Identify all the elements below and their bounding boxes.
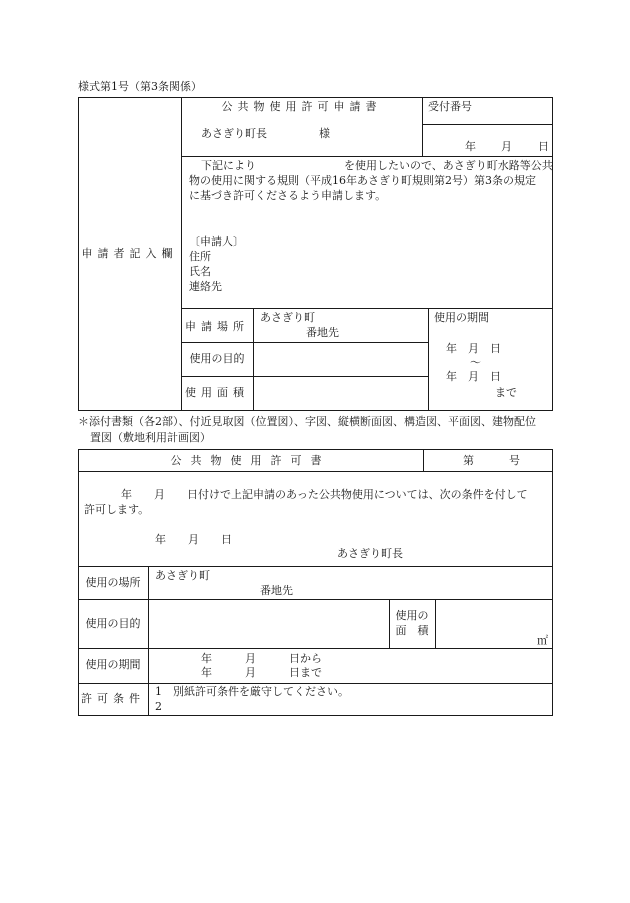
permit-title: 公共物使用許可書 [170,454,331,467]
receipt-year: 年 [465,140,476,153]
application-location-town: あさぎり町 [260,311,315,324]
receipt-month: 月 [501,140,512,153]
receipt-day: 日 [538,140,549,153]
permit-place-lot: 番地先 [260,584,293,597]
application-location-lot: 番地先 [306,326,339,339]
addressee: あさぎり町長 [201,127,267,140]
permit-number-dai: 第 [463,454,474,467]
permit-number-go: 号 [509,454,520,467]
application-period-label: 使用の期間 [434,311,489,324]
attachment-note-line-1: ＊添付書類（各2部）、付近見取図（位置図）、字図、縦横断面図、構造図、平面図、建物配位 [78,415,536,428]
application-period-until: まで [495,386,517,399]
applicant-section-label: 申請者記入欄 [81,247,178,260]
application-location-label: 申請場所 [185,320,249,333]
permit-area-label-2: 面 積 [395,624,429,637]
permit-period-from: 年 月 日から [201,652,322,665]
honorific: 様 [319,127,330,140]
application-area-label: 使用面積 [185,386,249,399]
application-body-line-1: 下記により を使用したいので、あさぎり町水路等公共 [201,159,553,172]
contact-label: 連絡先 [189,280,222,293]
application-period-from: 年 月 日 [446,342,501,355]
application-body-line-2: 物の使用に関する規則（平成16年あさぎり町規則第2号）第3条の規定 [189,174,536,187]
permit-period-to: 年 月 日まで [201,666,322,679]
application-period-to: 年 月 日 [446,370,501,383]
permit-purpose-label: 使用の目的 [85,617,141,630]
applicant-bracket: 〔申請人〕 [189,235,244,248]
permit-text-line-2: 許可します。 [84,503,150,516]
permit-place-label: 使用の場所 [85,576,141,589]
application-body-line-3: に基づき許可くださるよう申請します。 [189,189,387,202]
receipt-number-label: 受付番号 [428,100,472,113]
permit-condition-1: 1 別紙許可条件を厳守してください。 [155,685,349,698]
permit-area-unit: ㎡ [537,634,548,647]
application-period-tilde: ～ [470,356,481,369]
application-title: 公共物使用許可申請書 [221,100,382,113]
form-number-label: 様式第1号（第3条関係） [78,80,202,93]
permit-condition-2: 2 [155,700,162,713]
permit-mayor: あさぎり町長 [337,547,403,560]
permit-place-town: あさぎり町 [155,569,210,582]
address-label: 住所 [189,250,211,263]
application-purpose-label: 使用の目的 [189,352,245,365]
permit-conditions-label: 許可条件 [81,692,145,705]
permit-date: 年 月 日 [155,533,232,546]
permit-period-label: 使用の期間 [85,658,141,671]
name-label: 氏名 [189,265,211,278]
permit-area-label-1: 使用の [395,609,429,622]
permit-text-line-1: 年 月 日付けで上記申請のあった公共物使用については、次の条件を付して [121,488,528,501]
attachment-note-line-2: 置図（敷地利用計画図） [90,431,211,444]
